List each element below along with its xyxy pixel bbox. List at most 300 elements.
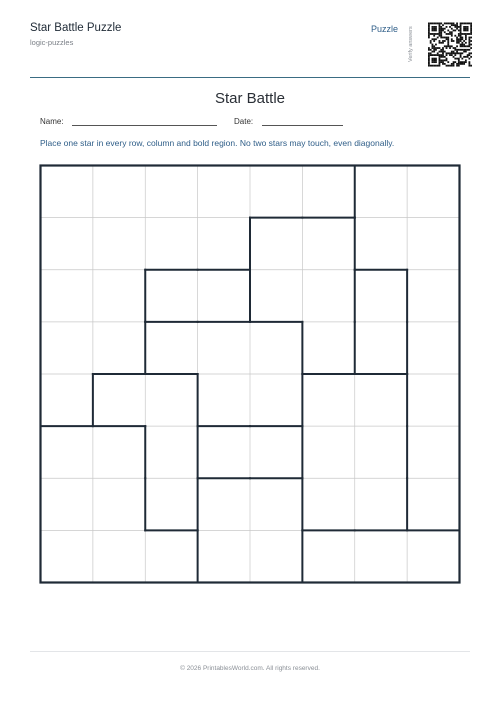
grid-cell[interactable] — [355, 374, 407, 426]
qr-module — [468, 37, 470, 39]
qr-module — [439, 23, 441, 25]
qr-module — [444, 40, 446, 42]
grid-cell[interactable] — [145, 270, 197, 322]
qr-module — [428, 58, 430, 60]
grid-cell[interactable] — [355, 270, 407, 322]
qr-module — [463, 61, 465, 63]
qr-module — [440, 30, 442, 32]
qr-module — [437, 52, 439, 54]
grid-cell[interactable] — [355, 166, 407, 218]
qr-module — [449, 52, 451, 54]
qr-module — [433, 61, 435, 63]
grid-cell[interactable] — [302, 218, 354, 270]
qr-module — [451, 33, 453, 35]
qr-module — [439, 24, 441, 26]
qr-module — [439, 56, 441, 58]
qr-module — [447, 38, 449, 40]
qr-module — [435, 33, 437, 35]
qr-module — [433, 65, 435, 67]
qr-module — [460, 54, 462, 56]
qr-module — [470, 44, 472, 46]
qr-module — [433, 58, 435, 60]
qr-module — [461, 58, 463, 60]
qr-module — [461, 42, 463, 44]
grid-cell[interactable] — [302, 270, 354, 322]
grid-cell[interactable] — [250, 270, 302, 322]
qr-module — [432, 45, 434, 47]
qr-module — [433, 30, 435, 32]
grid-cell[interactable] — [407, 374, 459, 426]
grid-cell[interactable] — [302, 166, 354, 218]
qr-module — [461, 44, 463, 46]
qr-module — [454, 47, 456, 49]
qr-module — [456, 38, 458, 40]
grid-cell[interactable] — [355, 426, 407, 478]
grid-cell[interactable] — [41, 218, 93, 270]
qr-module — [470, 33, 472, 35]
qr-module — [470, 26, 472, 28]
grid-cell[interactable] — [302, 374, 354, 426]
qr-module — [468, 44, 470, 46]
verify-answers-label: Verify answers — [408, 26, 414, 62]
qr-module — [449, 54, 451, 56]
qr-module — [433, 45, 435, 47]
qr-module — [465, 42, 467, 44]
grid-cell[interactable] — [93, 270, 145, 322]
qr-module — [467, 28, 469, 30]
qr-module — [468, 38, 470, 40]
qr-module — [468, 63, 470, 65]
qr-module — [446, 37, 448, 39]
qr-module — [467, 49, 469, 51]
qr-module — [432, 30, 434, 32]
qr-module — [453, 30, 455, 32]
footer-rule — [30, 651, 470, 652]
qr-module — [451, 23, 453, 25]
qr-module — [437, 37, 439, 39]
qr-module — [433, 38, 435, 40]
qr-module — [467, 45, 469, 47]
qr-module — [470, 52, 472, 54]
qr-module — [453, 40, 455, 42]
qr-module — [456, 28, 458, 30]
qr-module — [456, 65, 458, 67]
qr-module — [446, 47, 448, 49]
qr-module — [451, 63, 453, 65]
grid-cell[interactable] — [145, 426, 197, 478]
grid-cell[interactable] — [407, 218, 459, 270]
qr-module — [451, 38, 453, 40]
qr-module — [453, 56, 455, 58]
qr-module — [435, 49, 437, 51]
grid-cell[interactable] — [250, 478, 302, 530]
grid-cell[interactable] — [41, 426, 93, 478]
grid-cell[interactable] — [250, 218, 302, 270]
site-subtitle: logic-puzzles — [30, 38, 74, 47]
qr-module — [458, 38, 460, 40]
qr-module — [446, 33, 448, 35]
qr-module — [461, 61, 463, 63]
qr-module — [458, 40, 460, 42]
qr-module — [432, 59, 434, 61]
grid-cell[interactable] — [198, 218, 250, 270]
qr-module — [465, 30, 467, 32]
qr-module — [458, 65, 460, 67]
qr-module — [456, 52, 458, 54]
grid-cell[interactable] — [145, 218, 197, 270]
grid-cell[interactable] — [407, 166, 459, 218]
qr-module — [439, 58, 441, 60]
qr-module — [470, 30, 472, 32]
qr-module — [446, 26, 448, 28]
qr-module — [428, 24, 430, 26]
qr-module — [435, 65, 437, 67]
site-title: Star Battle Puzzle — [30, 22, 122, 34]
qr-module — [465, 51, 467, 53]
qr-module — [440, 23, 442, 25]
qr-module — [442, 52, 444, 54]
qr-module — [449, 65, 451, 67]
qr-module — [428, 54, 430, 56]
qr-module — [468, 23, 470, 25]
qr-module — [447, 44, 449, 46]
qr-module — [467, 30, 469, 32]
qr-module — [442, 61, 444, 63]
qr-module — [430, 23, 432, 25]
qr-module — [451, 51, 453, 53]
grid-cell[interactable] — [407, 426, 459, 478]
grid-cell[interactable] — [93, 478, 145, 530]
category-link[interactable]: Puzzle — [371, 24, 399, 34]
grid-cell[interactable] — [407, 478, 459, 530]
qr-module — [456, 37, 458, 39]
qr-module — [461, 45, 463, 47]
qr-code-icon[interactable] — [428, 17, 472, 72]
qr-module — [460, 40, 462, 42]
grid-cell[interactable] — [355, 530, 407, 582]
qr-module — [442, 63, 444, 65]
qr-module — [463, 49, 465, 51]
qr-module — [446, 59, 448, 61]
qr-module — [467, 56, 469, 58]
qr-module — [468, 40, 470, 42]
qr-module — [458, 58, 460, 60]
qr-module — [460, 61, 462, 63]
grid-cell[interactable] — [145, 374, 197, 426]
qr-module — [432, 65, 434, 67]
qr-module — [461, 63, 463, 65]
qr-module — [437, 65, 439, 67]
instructions: Place one star in every row, column and bold region. No two stars may touch, even diagonally. — [40, 138, 395, 148]
qr-module — [451, 52, 453, 54]
qr-module — [465, 33, 467, 35]
grid-cell[interactable] — [145, 478, 197, 530]
qr-module — [442, 37, 444, 39]
qr-module — [449, 45, 451, 47]
qr-module — [435, 44, 437, 46]
qr-module — [446, 54, 448, 56]
grid-cell[interactable] — [302, 322, 354, 374]
qr-module — [435, 28, 437, 30]
grid-cell[interactable] — [355, 322, 407, 374]
qr-module — [428, 30, 430, 32]
qr-module — [458, 59, 460, 61]
qr-module — [442, 56, 444, 58]
qr-module — [463, 28, 465, 30]
qr-module — [428, 26, 430, 28]
qr-module — [461, 52, 463, 54]
qr-module — [460, 35, 462, 37]
qr-module — [432, 26, 434, 28]
qr-module — [460, 30, 462, 32]
qr-module — [463, 56, 465, 58]
qr-module — [468, 42, 470, 44]
qr-module — [454, 24, 456, 26]
qr-module — [435, 23, 437, 25]
grid-cell[interactable] — [41, 166, 93, 218]
grid-cell[interactable] — [198, 530, 250, 582]
footer-copyright: © 2026 PrintablesWorld.com. All rights reserved. — [180, 665, 320, 672]
qr-module — [461, 23, 463, 25]
qr-module — [428, 65, 430, 67]
qr-module — [467, 54, 469, 56]
qr-module — [460, 26, 462, 28]
grid-cell[interactable] — [407, 530, 459, 582]
qr-module — [447, 40, 449, 42]
qr-module — [451, 54, 453, 56]
qr-module — [460, 23, 462, 25]
qr-module — [442, 30, 444, 32]
qr-module — [432, 38, 434, 40]
qr-module — [460, 49, 462, 51]
qr-module — [460, 28, 462, 30]
grid-cell[interactable] — [198, 478, 250, 530]
grid-cell[interactable] — [198, 166, 250, 218]
qr-module — [463, 45, 465, 47]
qr-module — [468, 49, 470, 51]
qr-module — [439, 51, 441, 53]
grid-cell[interactable] — [198, 374, 250, 426]
qr-module — [454, 26, 456, 28]
qr-module — [435, 30, 437, 32]
qr-module — [446, 23, 448, 25]
qr-module — [460, 37, 462, 39]
qr-module — [470, 31, 472, 33]
qr-module — [440, 35, 442, 37]
qr-module — [428, 28, 430, 30]
qr-module — [453, 24, 455, 26]
qr-module — [461, 38, 463, 40]
qr-module — [456, 23, 458, 25]
grid-cell[interactable] — [145, 322, 197, 374]
qr-module — [439, 42, 441, 44]
qr-module — [470, 23, 472, 25]
qr-module — [456, 51, 458, 53]
qr-module — [439, 26, 441, 28]
qr-module — [463, 30, 465, 32]
qr-module — [442, 47, 444, 49]
qr-module — [442, 59, 444, 61]
qr-module — [430, 40, 432, 42]
name-field[interactable] — [72, 125, 217, 126]
qr-module — [444, 63, 446, 65]
qr-module — [453, 51, 455, 53]
grid-cell[interactable] — [41, 478, 93, 530]
qr-module — [439, 54, 441, 56]
grid-cell[interactable] — [302, 478, 354, 530]
qr-module — [454, 58, 456, 60]
grid-cell[interactable] — [250, 374, 302, 426]
grid-cell[interactable] — [41, 374, 93, 426]
qr-module — [465, 26, 467, 28]
qr-module — [454, 52, 456, 54]
qr-module — [444, 51, 446, 53]
qr-module — [440, 59, 442, 61]
qr-module — [439, 35, 441, 37]
qr-module — [451, 40, 453, 42]
qr-module — [454, 35, 456, 37]
qr-module — [460, 52, 462, 54]
qr-module — [470, 40, 472, 42]
qr-module — [439, 61, 441, 63]
qr-module — [467, 26, 469, 28]
qr-module — [440, 33, 442, 35]
qr-module — [446, 38, 448, 40]
date-label: Date: — [234, 117, 254, 126]
qr-module — [444, 31, 446, 33]
qr-module — [433, 51, 435, 53]
qr-module — [456, 42, 458, 44]
grid-cell[interactable] — [93, 374, 145, 426]
grid-cell[interactable] — [198, 322, 250, 374]
qr-module — [470, 56, 472, 58]
qr-module — [435, 59, 437, 61]
grid-cell[interactable] — [93, 218, 145, 270]
qr-module — [428, 47, 430, 49]
qr-module — [460, 38, 462, 40]
qr-module — [432, 28, 434, 30]
qr-module — [461, 49, 463, 51]
grid-cell[interactable] — [41, 270, 93, 322]
qr-module — [433, 54, 435, 56]
qr-module — [440, 26, 442, 28]
qr-module — [449, 47, 451, 49]
qr-module — [432, 44, 434, 46]
date-field[interactable] — [262, 125, 343, 126]
qr-module — [444, 59, 446, 61]
qr-module — [458, 26, 460, 28]
qr-module — [442, 42, 444, 44]
qr-module — [446, 52, 448, 54]
qr-module — [439, 63, 441, 65]
qr-module — [447, 33, 449, 35]
qr-module — [440, 56, 442, 58]
qr-module — [456, 45, 458, 47]
grid-cell[interactable] — [302, 530, 354, 582]
qr-module — [465, 38, 467, 40]
qr-module — [460, 33, 462, 35]
grid-cell[interactable] — [407, 270, 459, 322]
qr-module — [453, 52, 455, 54]
qr-module — [447, 45, 449, 47]
grid-cell[interactable] — [145, 530, 197, 582]
qr-module — [449, 26, 451, 28]
qr-module — [430, 52, 432, 54]
qr-module — [454, 30, 456, 32]
qr-module — [468, 45, 470, 47]
qr-module — [440, 31, 442, 33]
qr-module — [456, 40, 458, 42]
qr-module — [428, 23, 430, 25]
puzzle-grid — [39, 164, 461, 584]
qr-module — [439, 47, 441, 49]
grid-cell[interactable] — [41, 530, 93, 582]
qr-module — [433, 26, 435, 28]
grid-cell[interactable] — [198, 270, 250, 322]
qr-module — [470, 65, 472, 67]
grid-cell[interactable] — [93, 530, 145, 582]
grid-cell[interactable] — [93, 322, 145, 374]
qr-module — [439, 28, 441, 30]
grid-cell[interactable] — [250, 322, 302, 374]
grid-cell[interactable] — [355, 218, 407, 270]
qr-module — [468, 52, 470, 54]
grid-cell[interactable] — [145, 166, 197, 218]
qr-module — [458, 52, 460, 54]
qr-module — [460, 63, 462, 65]
qr-module — [435, 26, 437, 28]
qr-module — [465, 35, 467, 37]
qr-module — [465, 56, 467, 58]
qr-module — [456, 63, 458, 65]
grid-cell[interactable] — [407, 322, 459, 374]
qr-module — [435, 38, 437, 40]
qr-module — [444, 37, 446, 39]
qr-module — [468, 33, 470, 35]
qr-module — [432, 58, 434, 60]
qr-module — [447, 61, 449, 63]
qr-module — [447, 23, 449, 25]
qr-module — [432, 51, 434, 53]
grid-cell[interactable] — [355, 478, 407, 530]
grid-cell[interactable] — [250, 166, 302, 218]
qr-module — [435, 47, 437, 49]
grid-cell[interactable] — [250, 426, 302, 478]
qr-module — [433, 47, 435, 49]
qr-module — [442, 54, 444, 56]
qr-module — [467, 23, 469, 25]
grid-cell[interactable] — [93, 166, 145, 218]
qr-module — [465, 23, 467, 25]
qr-module — [428, 49, 430, 51]
qr-module — [460, 45, 462, 47]
qr-module — [430, 54, 432, 56]
grid-cell[interactable] — [93, 426, 145, 478]
qr-module — [440, 54, 442, 56]
grid-cell[interactable] — [302, 426, 354, 478]
qr-module — [470, 24, 472, 26]
header-rule — [30, 77, 470, 78]
grid-cell[interactable] — [250, 530, 302, 582]
qr-module — [432, 47, 434, 49]
qr-module — [428, 31, 430, 33]
grid-cell[interactable] — [198, 426, 250, 478]
qr-module — [446, 65, 448, 67]
grid-cell[interactable] — [41, 322, 93, 374]
qr-module — [440, 28, 442, 30]
qr-module — [468, 65, 470, 67]
qr-module — [428, 59, 430, 61]
